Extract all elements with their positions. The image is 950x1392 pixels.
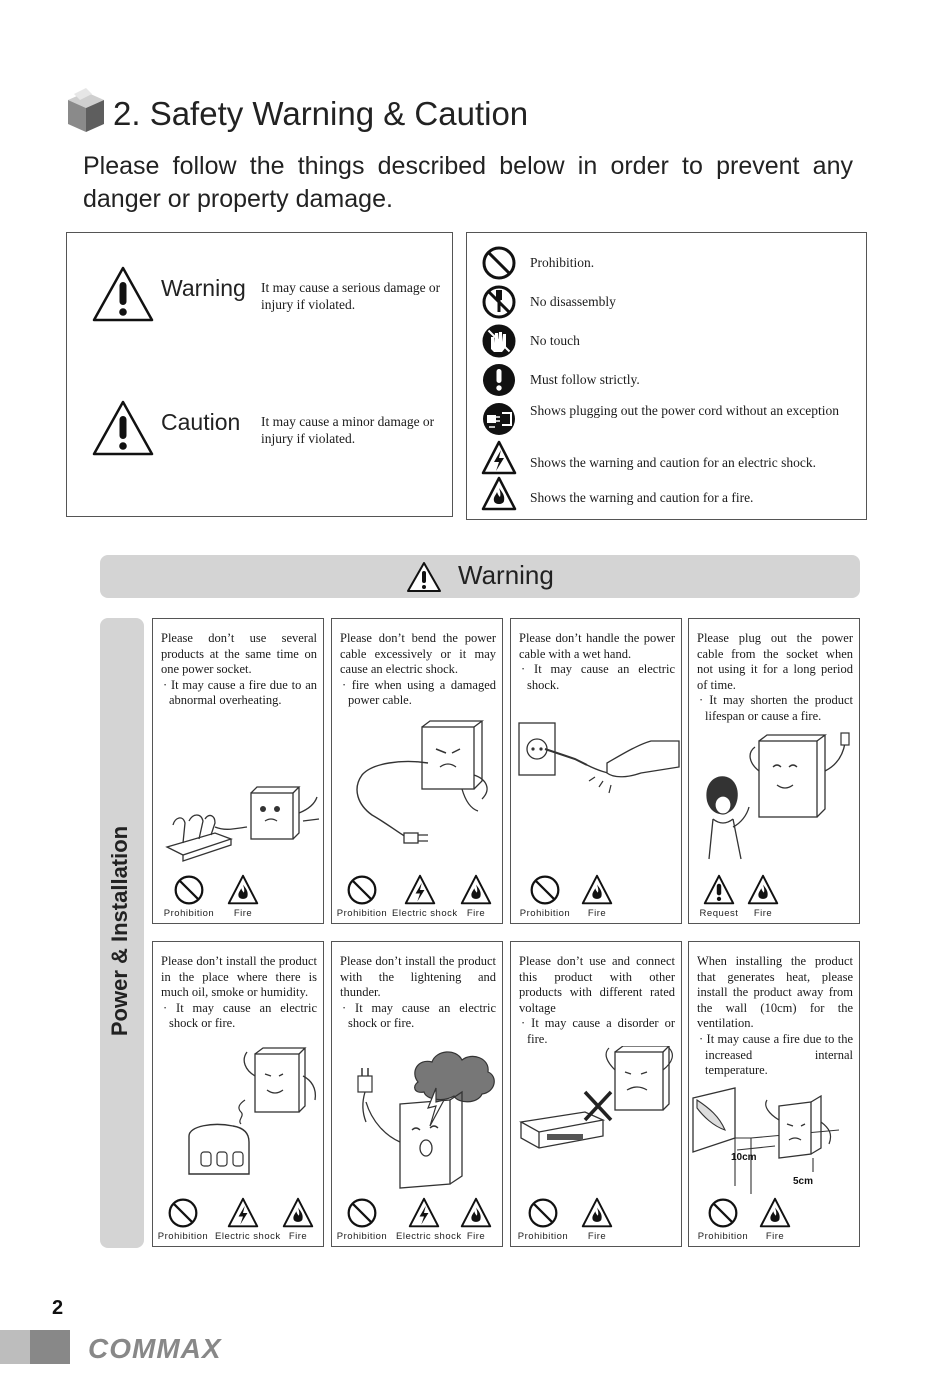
icon-label: Prohibition [519,908,571,919]
no-disassembly-icon [481,284,517,320]
icon-label: Request [699,908,739,919]
symbol-row [481,362,861,398]
electric-shock-icon [407,1197,441,1229]
fire-icon [746,874,780,906]
card-icons [332,1192,503,1242]
symbol-label: Shows the warning and caution for an electric shock. [530,455,817,470]
card-note: · It may cause a fire due to the increased internal temperature. [699,1031,853,1078]
power-strip-illustration [153,769,324,869]
card-text [161,631,317,709]
icon-label: Electric shock [215,1231,281,1242]
symbol-label: Shows the warning and caution for a fire. [530,490,754,505]
fire-icon [481,476,517,512]
symbol-label: Shows plugging out the power cord without an exception [530,403,839,418]
card-icons [689,1192,860,1242]
card-text [519,954,675,1048]
icon-item [392,874,458,919]
icon-label: Fire [233,908,253,919]
icon-item [515,1197,571,1242]
icon-item [270,1197,324,1242]
card-text [340,954,496,1032]
level-name: Warning [161,275,246,301]
icon-label: Prohibition [517,1231,569,1242]
card-body: Please plug out the power cable from the socket when not using it for a long period of time. [697,631,853,692]
icon-item [155,1197,211,1242]
level-row-caution [91,399,441,459]
page-number: 2 [52,1297,64,1319]
distance-label-5cm: 5cm [793,1176,814,1187]
symbol-label: No disassembly [530,294,616,309]
unplug-icon [481,401,517,437]
wet-hand-plug-illustration [511,715,682,815]
icon-label: Prohibition [157,1231,209,1242]
footer-bar [0,1330,70,1364]
icon-label: Fire [466,908,486,919]
symbol-label: Must follow strictly. [530,372,640,387]
symbol-label: Prohibition. [530,255,595,270]
icon-item [517,874,573,919]
card-body: Please don’t use and connect this product with other products with different rated voltage [519,954,675,1015]
prohibition-icon [173,874,205,906]
warning-card [152,618,324,924]
icon-label: Prohibition [336,1231,388,1242]
card-note: · It may shorten the product lifespan or cause a fire. [699,693,853,723]
must-follow-icon [481,362,517,398]
level-legend [66,232,453,517]
prohibition-icon [481,245,517,281]
bent-cable-illustration [332,719,503,859]
warning-card [688,941,860,1247]
symbol-row [481,284,861,320]
card-icons [153,869,324,919]
level-name: Caution [161,409,241,435]
level-desc: It may cause a serious damage or injury if violated. [261,280,441,312]
cube-bullet-icon [66,88,106,134]
card-text [161,954,317,1032]
fire-icon [459,1197,493,1229]
electric-shock-icon [226,1197,260,1229]
card-note: · fire when using a damaged power cable. [342,677,496,708]
symbol-row [481,476,861,512]
icon-item [334,874,390,919]
prohibition-icon [167,1197,199,1229]
icon-label: Fire [288,1231,308,1242]
card-text [697,631,853,725]
electric-shock-icon [481,440,517,476]
must-follow-icon [702,874,736,906]
icon-item [695,1197,751,1242]
fire-icon [580,1197,614,1229]
level-desc: It may cause a minor damage or injury if violated. [261,414,435,446]
card-icons [153,1192,324,1242]
warning-banner [100,555,860,598]
fire-icon [281,1197,315,1229]
icon-label: Fire [587,1231,607,1242]
card-body: When installing the product that generates heat, please install the product away from the wall (10cm) for the ventilation. [697,954,853,1031]
thunderstorm-illustration [332,1042,503,1192]
card-icons [332,869,503,919]
icon-label: Fire [587,908,607,919]
icon-item [747,1197,803,1242]
icon-label: Prohibition [697,1231,749,1242]
unplug-product-illustration [689,731,860,861]
card-icons [511,1192,682,1242]
humidifier-illustration [153,1046,324,1186]
icon-label: Electric shock [392,908,458,919]
fire-icon [580,874,614,906]
prohibition-icon [346,874,378,906]
icon-label: Electric shock [396,1231,462,1242]
warning-card [688,618,860,924]
icon-item [569,874,625,919]
no-touch-icon [481,323,517,359]
card-body: Please don’t bend the power cable excessively or it may cause an electric shock. [340,631,496,677]
warning-card [510,618,682,924]
brand-logo: COMMAX [88,1333,222,1364]
prohibition-icon [346,1197,378,1229]
icon-label: Prohibition [163,908,215,919]
icon-label: Fire [753,908,773,919]
icon-label: Fire [466,1231,486,1242]
icon-item [448,1197,503,1242]
card-note: · It may cause an electric shock. [521,662,675,692]
warning-card [331,618,503,924]
fire-icon [226,874,260,906]
warning-card [331,941,503,1247]
level-row-warning [91,265,441,325]
side-tab [100,618,144,1248]
symbol-row [481,401,861,437]
electric-shock-icon [403,874,437,906]
card-body: Please don’t install the product with the lightening and thunder. [340,954,496,1000]
symbol-legend [466,232,867,520]
side-tab-label: Power & Installation [107,825,132,1037]
symbol-label: No touch [530,333,580,348]
icon-item [161,874,217,919]
symbol-row [481,440,861,476]
card-text [697,954,853,1079]
warning-card [152,941,324,1247]
prohibition-icon [707,1197,739,1229]
icon-item [215,1197,281,1242]
card-text [340,631,496,709]
card-body: Please don’t use several products at the same time on one power socket. [161,631,317,677]
icon-item [735,874,791,919]
symbol-row [481,245,861,281]
warning-triangle-icon [91,265,155,323]
icon-label: Prohibition [336,908,388,919]
icon-item [334,1197,390,1242]
card-note: · It may cause a disorder or fire. [521,1016,675,1046]
wall-distance-illustration [689,1086,860,1196]
card-icons [689,869,860,919]
warning-card [510,941,682,1247]
banner-label: Warning [458,560,554,590]
icon-item [448,874,503,919]
caution-triangle-icon [91,399,155,457]
warning-triangle-icon [406,561,442,593]
section-title: 2. Safety Warning & Caution [113,95,529,132]
fire-icon [758,1197,792,1229]
card-text [519,631,675,693]
voltage-mismatch-illustration [511,1046,682,1156]
card-icons [511,869,682,919]
card-body: Please don’t handle the power cable with a wet hand. [519,631,675,661]
icon-label: Fire [765,1231,785,1242]
icon-item [569,1197,625,1242]
card-note: · It may cause an electric shock or fire. [342,1000,496,1031]
card-body: Please don’t install the product in the place where there is much oil, smoke or humidity. [161,954,317,1000]
intro-text: Please follow the things described below in order to prevent any danger or property damage. [83,152,853,213]
prohibition-icon [527,1197,559,1229]
icon-item [396,1197,462,1242]
symbol-row [481,323,861,359]
fire-icon [459,874,493,906]
distance-label-10cm: 10cm [731,1152,757,1163]
card-note: · It may cause an electric shock or fire. [163,1000,317,1031]
card-note: · It may cause a fire due to an abnormal overheating. [163,677,317,708]
prohibition-icon [529,874,561,906]
icon-item [215,874,271,919]
